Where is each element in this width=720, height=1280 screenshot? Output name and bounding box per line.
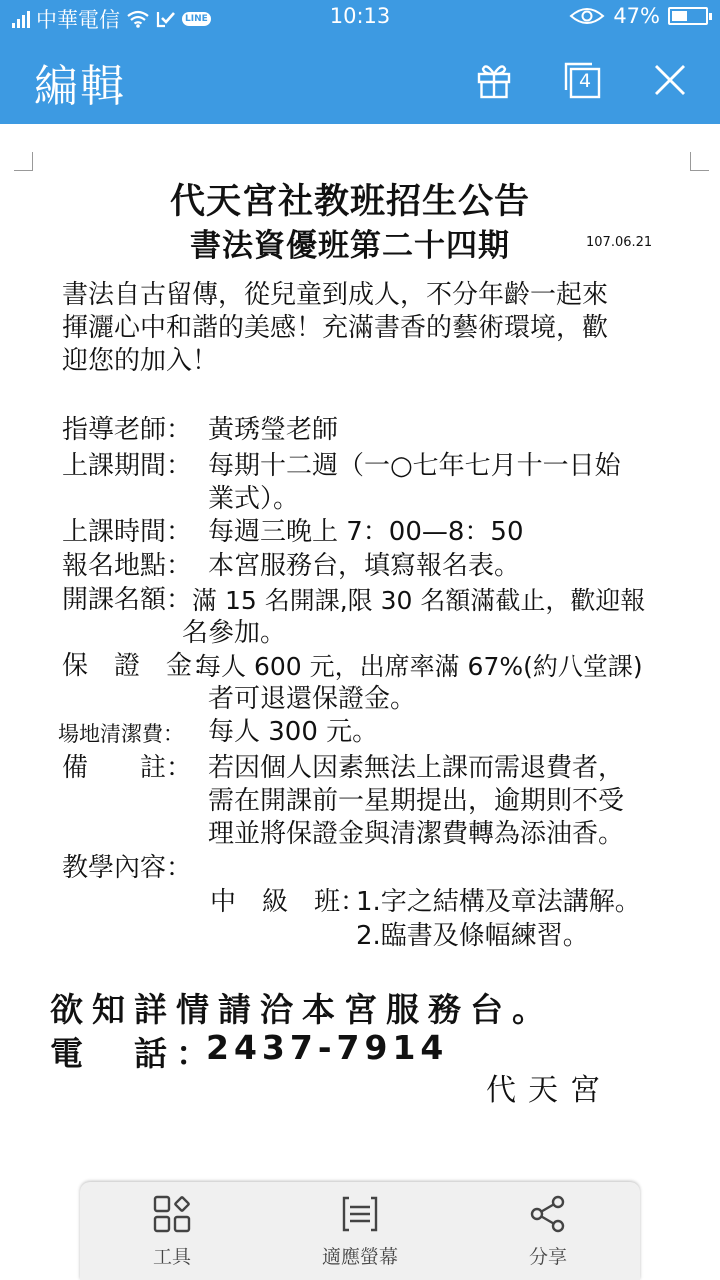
notes-value: 若因個人因素無法上課而需退費者，	[208, 753, 625, 783]
phone-label: 電 話：	[50, 1034, 218, 1073]
notes-value-3: 理並將保證金與清潔費轉為添油香。	[208, 819, 625, 849]
intro-line-3: 迎您的加入！	[62, 346, 219, 376]
carrier-name: 中華電信	[36, 8, 120, 32]
class-label: 中 級 班：	[210, 887, 367, 917]
period-label: 上課期間：	[62, 451, 193, 481]
share-label: 分享	[528, 1246, 567, 1268]
share-button[interactable]	[468, 1194, 628, 1269]
content-item-1: 1.字之結構及章法講解。	[356, 887, 641, 917]
deposit-value: 每人 600 元，出席率滿 67%(約八堂課)	[196, 652, 643, 681]
document-page[interactable]	[0, 124, 720, 1280]
tools-label: 工具	[152, 1246, 191, 1268]
cleaning-value: 每人 300 元。	[208, 717, 379, 747]
battery-icon	[668, 7, 708, 25]
quota-value-2: 名參加。	[182, 618, 287, 648]
place-value: 本宮服務台，填寫報名表。	[208, 551, 521, 581]
cleaning-label: 場地清潔費：	[58, 722, 184, 746]
gift-icon[interactable]	[472, 58, 516, 102]
quota-label: 開課名額：	[62, 585, 193, 615]
contact-text: 欲知詳情請洽本宮服務台。	[50, 990, 554, 1029]
fit-screen-icon	[340, 1194, 380, 1234]
time-value: 每週三晚上 7：00—8：50	[208, 517, 524, 547]
crop-mark-top-left	[14, 152, 33, 171]
page-count: 4	[578, 70, 592, 92]
content-label: 教學內容：	[62, 853, 193, 883]
quota-value: 滿 15 名開課,限 30 名額滿截止，歡迎報	[192, 586, 646, 615]
teacher-label: 指導老師：	[62, 415, 193, 445]
content-item-2: 2.臨書及條幅練習。	[356, 921, 589, 951]
signature: 代天宮	[486, 1073, 612, 1108]
tools-icon	[152, 1194, 192, 1234]
deposit-value-2: 者可退還保證金。	[208, 684, 417, 714]
time-label: 上課時間：	[62, 517, 193, 547]
fit-screen-button[interactable]	[280, 1194, 440, 1269]
bottom-toolbar	[80, 1182, 640, 1280]
document-subtitle: 書法資優班第二十四期	[190, 228, 510, 264]
app-bar	[0, 36, 720, 124]
page-title: 編輯	[34, 61, 126, 112]
line-app-icon: LINE	[182, 12, 211, 26]
document-title: 代天宮社教班招生公告	[169, 182, 530, 222]
share-icon	[528, 1194, 568, 1234]
status-bar	[0, 0, 720, 36]
intro-line-2: 揮灑心中和諧的美感！充滿書香的藝術環境，歡	[62, 313, 609, 343]
notes-value-2: 需在開課前一星期提出，逾期則不受	[208, 786, 625, 816]
period-value-2: 業式）。	[208, 484, 300, 514]
place-label: 報名地點：	[62, 551, 193, 581]
intro-line-1: 書法自古留傳，從兒童到成人，不分年齡一起來	[62, 280, 609, 310]
crop-mark-top-right	[690, 152, 709, 171]
fit-screen-label: 適應螢幕	[321, 1246, 398, 1268]
notes-label: 備 註：	[62, 753, 193, 783]
clock: 10:13	[329, 4, 391, 28]
battery-percent: 47%	[613, 4, 660, 28]
phone-number: 2437-7914	[206, 1028, 449, 1067]
close-icon[interactable]	[648, 58, 692, 102]
deposit-label: 保 證 金：	[62, 651, 219, 681]
period-value: 每期十二週（一○七年七月十一日始	[208, 451, 621, 481]
teacher-value: 黃琇瑩老師	[208, 415, 339, 445]
eye-icon	[569, 7, 605, 25]
pages-button[interactable]	[560, 58, 604, 102]
document-date: 107.06.21	[586, 235, 653, 250]
tools-button[interactable]	[92, 1194, 252, 1269]
